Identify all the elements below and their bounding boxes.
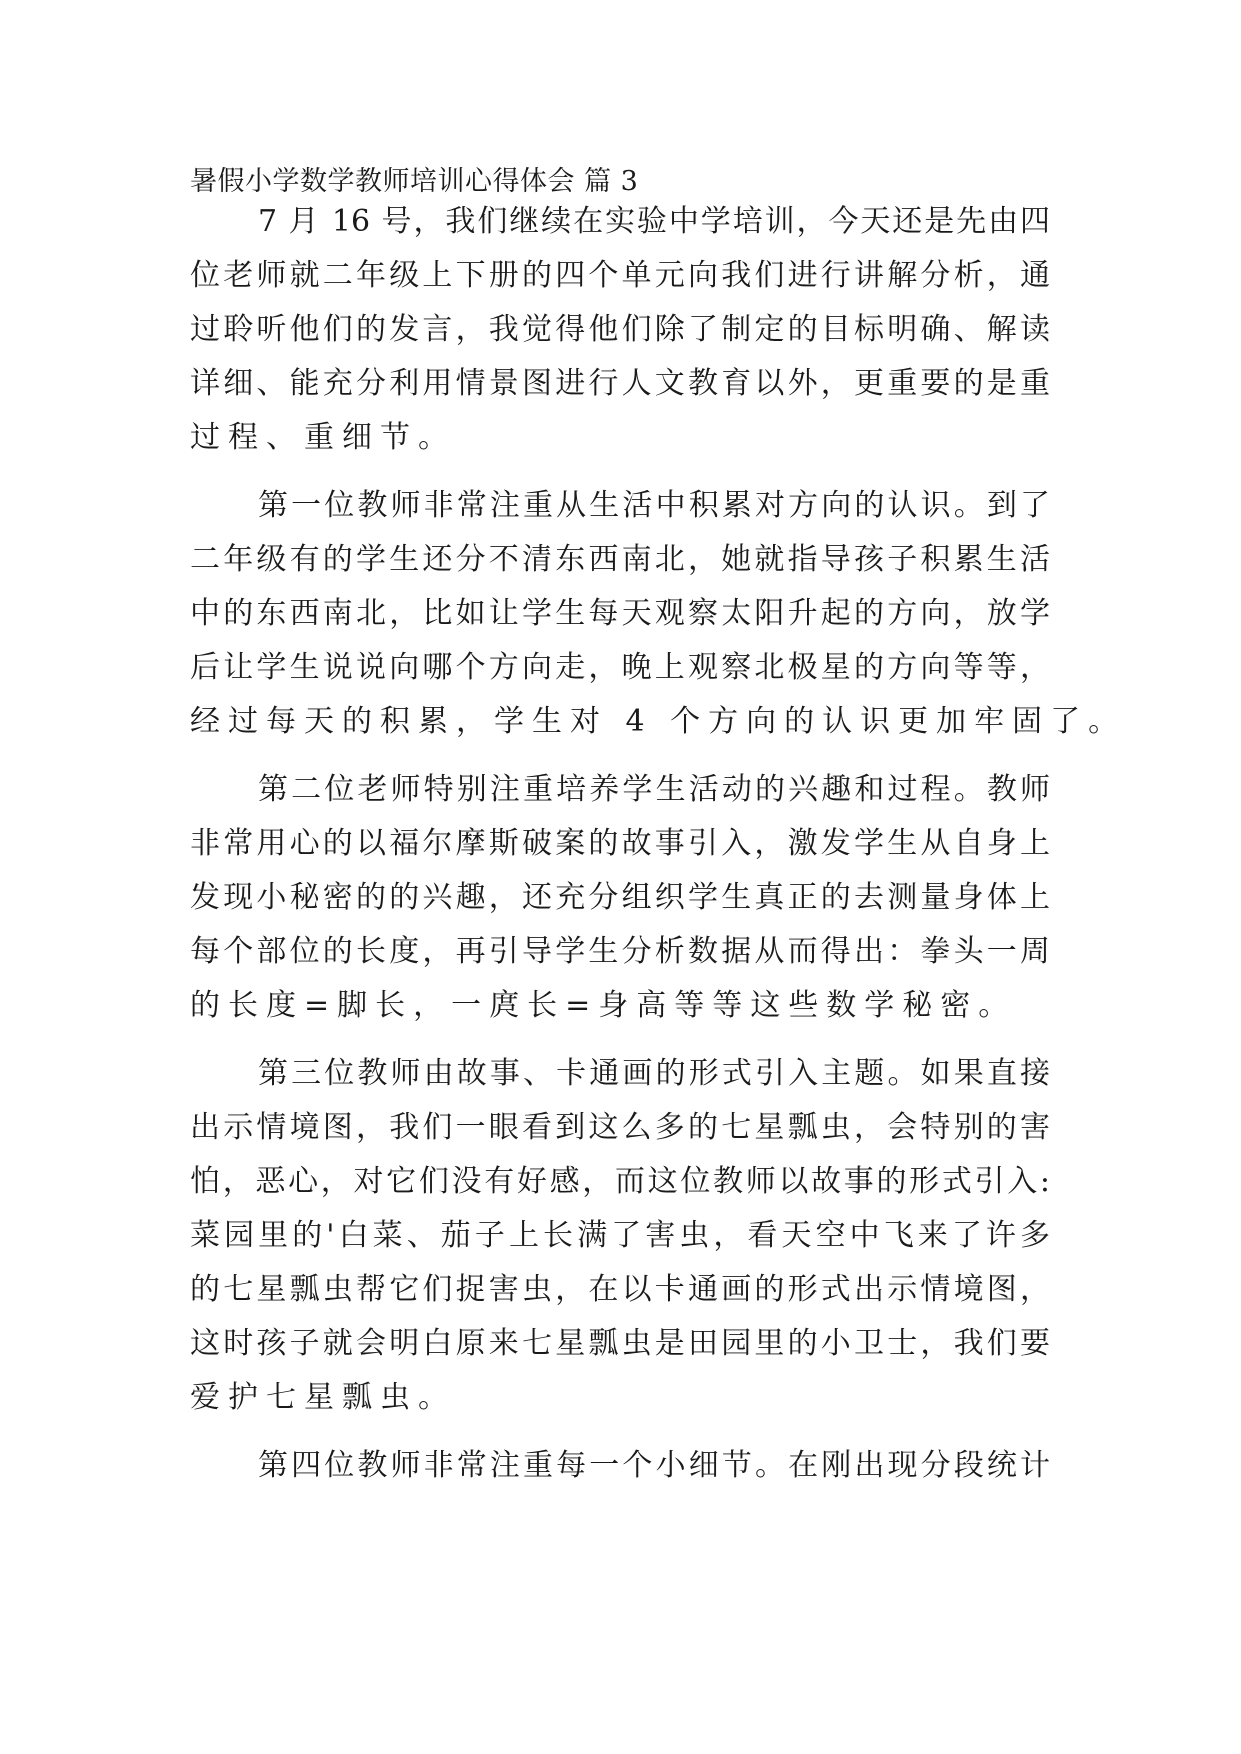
paragraph-line: 发现小秘密的的兴趣，还充分组织学生真正的去测量身体上 bbox=[190, 880, 1050, 915]
paragraph-line: 的七星瓢虫帮它们捉害虫，在以卡通画的形式出示情境图， bbox=[190, 1272, 1050, 1307]
paragraph-line: 过程、重细节。 bbox=[190, 420, 456, 455]
paragraph-line: 出示情境图，我们一眼看到这么多的七星瓢虫，会特别的害 bbox=[190, 1110, 1050, 1145]
paragraph-line: 经过每天的积累，学生对 4 个方向的认识更加牢固了。 bbox=[190, 704, 1127, 739]
document-title: 暑假小学数学教师培训心得体会 篇 3 bbox=[190, 166, 639, 197]
paragraph-line: 二年级有的学生还分不清东西南北，她就指导孩子积累生活 bbox=[190, 542, 1050, 577]
paragraph-line: 非常用心的以福尔摩斯破案的故事引入，激发学生从自身上 bbox=[190, 826, 1050, 861]
paragraph-line: 第一位教师非常注重从生活中积累对方向的认识。到了 bbox=[258, 488, 1050, 523]
paragraph-line: 的长度=脚长，一庹长=身高等等这些数学秘密。 bbox=[190, 988, 1017, 1023]
paragraph-line: 第三位教师由故事、卡通画的形式引入主题。如果直接 bbox=[258, 1056, 1050, 1091]
paragraph-line: 第四位教师非常注重每一个小细节。在刚出现分段统计 bbox=[258, 1448, 1050, 1483]
paragraph-line: 菜园里的'白菜、茄子上长满了害虫，看天空中飞来了许多 bbox=[190, 1218, 1050, 1253]
paragraph-line: 中的东西南北，比如让学生每天观察太阳升起的方向，放学 bbox=[190, 596, 1050, 631]
paragraph-line: 后让学生说说向哪个方向走，晚上观察北极星的方向等等， bbox=[190, 650, 1050, 685]
paragraph-line: 每个部位的长度，再引导学生分析数据从而得出：拳头一周 bbox=[190, 934, 1050, 969]
paragraph-line: 怕，恶心，对它们没有好感，而这位教师以故事的形式引入: bbox=[190, 1164, 1050, 1199]
paragraph-line: 详细、能充分利用情景图进行人文教育以外，更重要的是重 bbox=[190, 366, 1050, 401]
paragraph-line: 7 月 16 号，我们继续在实验中学培训，今天还是先由四 bbox=[258, 204, 1050, 239]
paragraph-line: 爱护七星瓢虫。 bbox=[190, 1380, 456, 1415]
paragraph-line: 第二位老师特别注重培养学生活动的兴趣和过程。教师 bbox=[258, 772, 1050, 807]
paragraph-line: 位老师就二年级上下册的四个单元向我们进行讲解分析，通 bbox=[190, 258, 1050, 293]
paragraph-line: 这时孩子就会明白原来七星瓢虫是田园里的小卫士，我们要 bbox=[190, 1326, 1050, 1361]
paragraph-line: 过聆听他们的发言，我觉得他们除了制定的目标明确、解读 bbox=[190, 312, 1050, 347]
